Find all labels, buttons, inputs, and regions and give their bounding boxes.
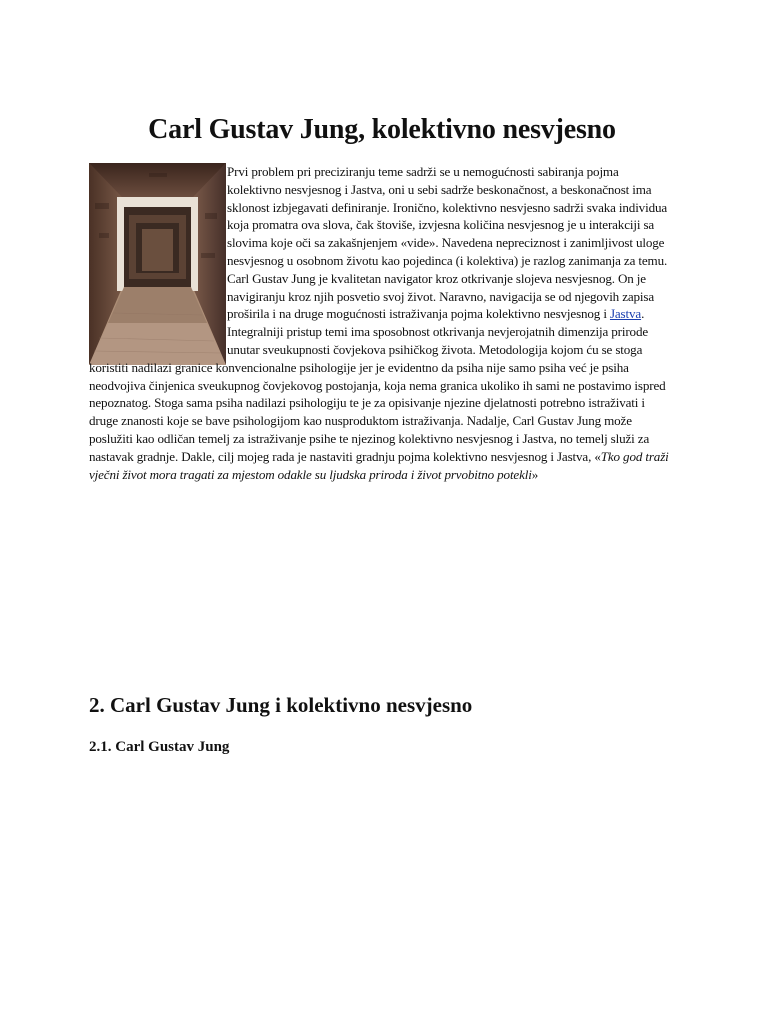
jastva-link[interactable]: Jastva [609,306,642,322]
paragraph-closing-quote: » [531,466,539,482]
section-heading: 2. Carl Gustav Jung i kolektivno nesvjesno [89,693,473,717]
intro-paragraph [89,163,675,483]
paragraph-quote: Tko god traži vječni život mora tragati za mjestom odakle su ljudska priroda i život prvobitno potekli [89,448,669,482]
corridor-photo-icon [89,163,226,365]
page-title: Carl Gustav Jung, kolektivno nesvjesno [148,114,616,145]
paragraph-text-part-1: Prvi problem pri preciziranju teme sadrži se u nemogućnosti sabiranja pojma kolektivno nesvjesnog i Jastva, oni u sebi sadrže beskonačnost, a beskonačnost ima sklonost izbjegavati definiranje. Ironično, kolektivno nesvjesno sadrži svaka individua koja promatra ova slova, čak štoviše, izvjesna količina nesvjesnog je u interakciji sa slovima koje oči sa zakašnjenjem «vide». Navedena nepreciznost i zanimljivost uloge nesvjesnog u osobnom životu kao pojedinca (i kolektiva) je razlog zanimanja za temu. Carl Gustav Jung je kvalitetan navigator kroz otkrivanje slojeva nesvjesnog. On je navigiranju kroz njih posvetio svoj život. Naravno, navigacija se od njegovih zapisa proširila i na druge mogućnosti istraživanja pojma kolektivno nesvjesnog i [227,164,668,322]
subsection-heading: 2.1. Carl Gustav Jung [89,739,230,755]
paragraph-text-part-2: . Integralniji pristup temi ima sposobnost otkrivanja nevjerojatnih dimenzija prirode unutar sveukupnosti čovjekova psihičkog života. Metodologija kojom ću se stoga koristiti nadilazi granice konvencionalne psihologije jer je evidentno da psiha nije samo psiha već je psiha neodvojiva činjenica sveukupnog čovjekovog postojanja, koja nema granica ukoliko ih sami ne postavimo ispred nepoznatog. Stoga sama psiha nadilazi psihologiju te je za opisivanje njezine djelatnosti potrebno istraživati i druge znanosti koje se bave psihologijom kao nusproduktom istraživanja. Nadalje, Carl Gustav Jung može poslužiti kao odličan temelj za istraživanje psihe te njezinog kolektivno nesvjesnog i Jastva, no temelj služi za nastavak gradnje. Dakle, cilj mojeg rada je nastaviti gradnju pojma kolektivno nesvjesnog i Jastva, « [89,306,666,464]
